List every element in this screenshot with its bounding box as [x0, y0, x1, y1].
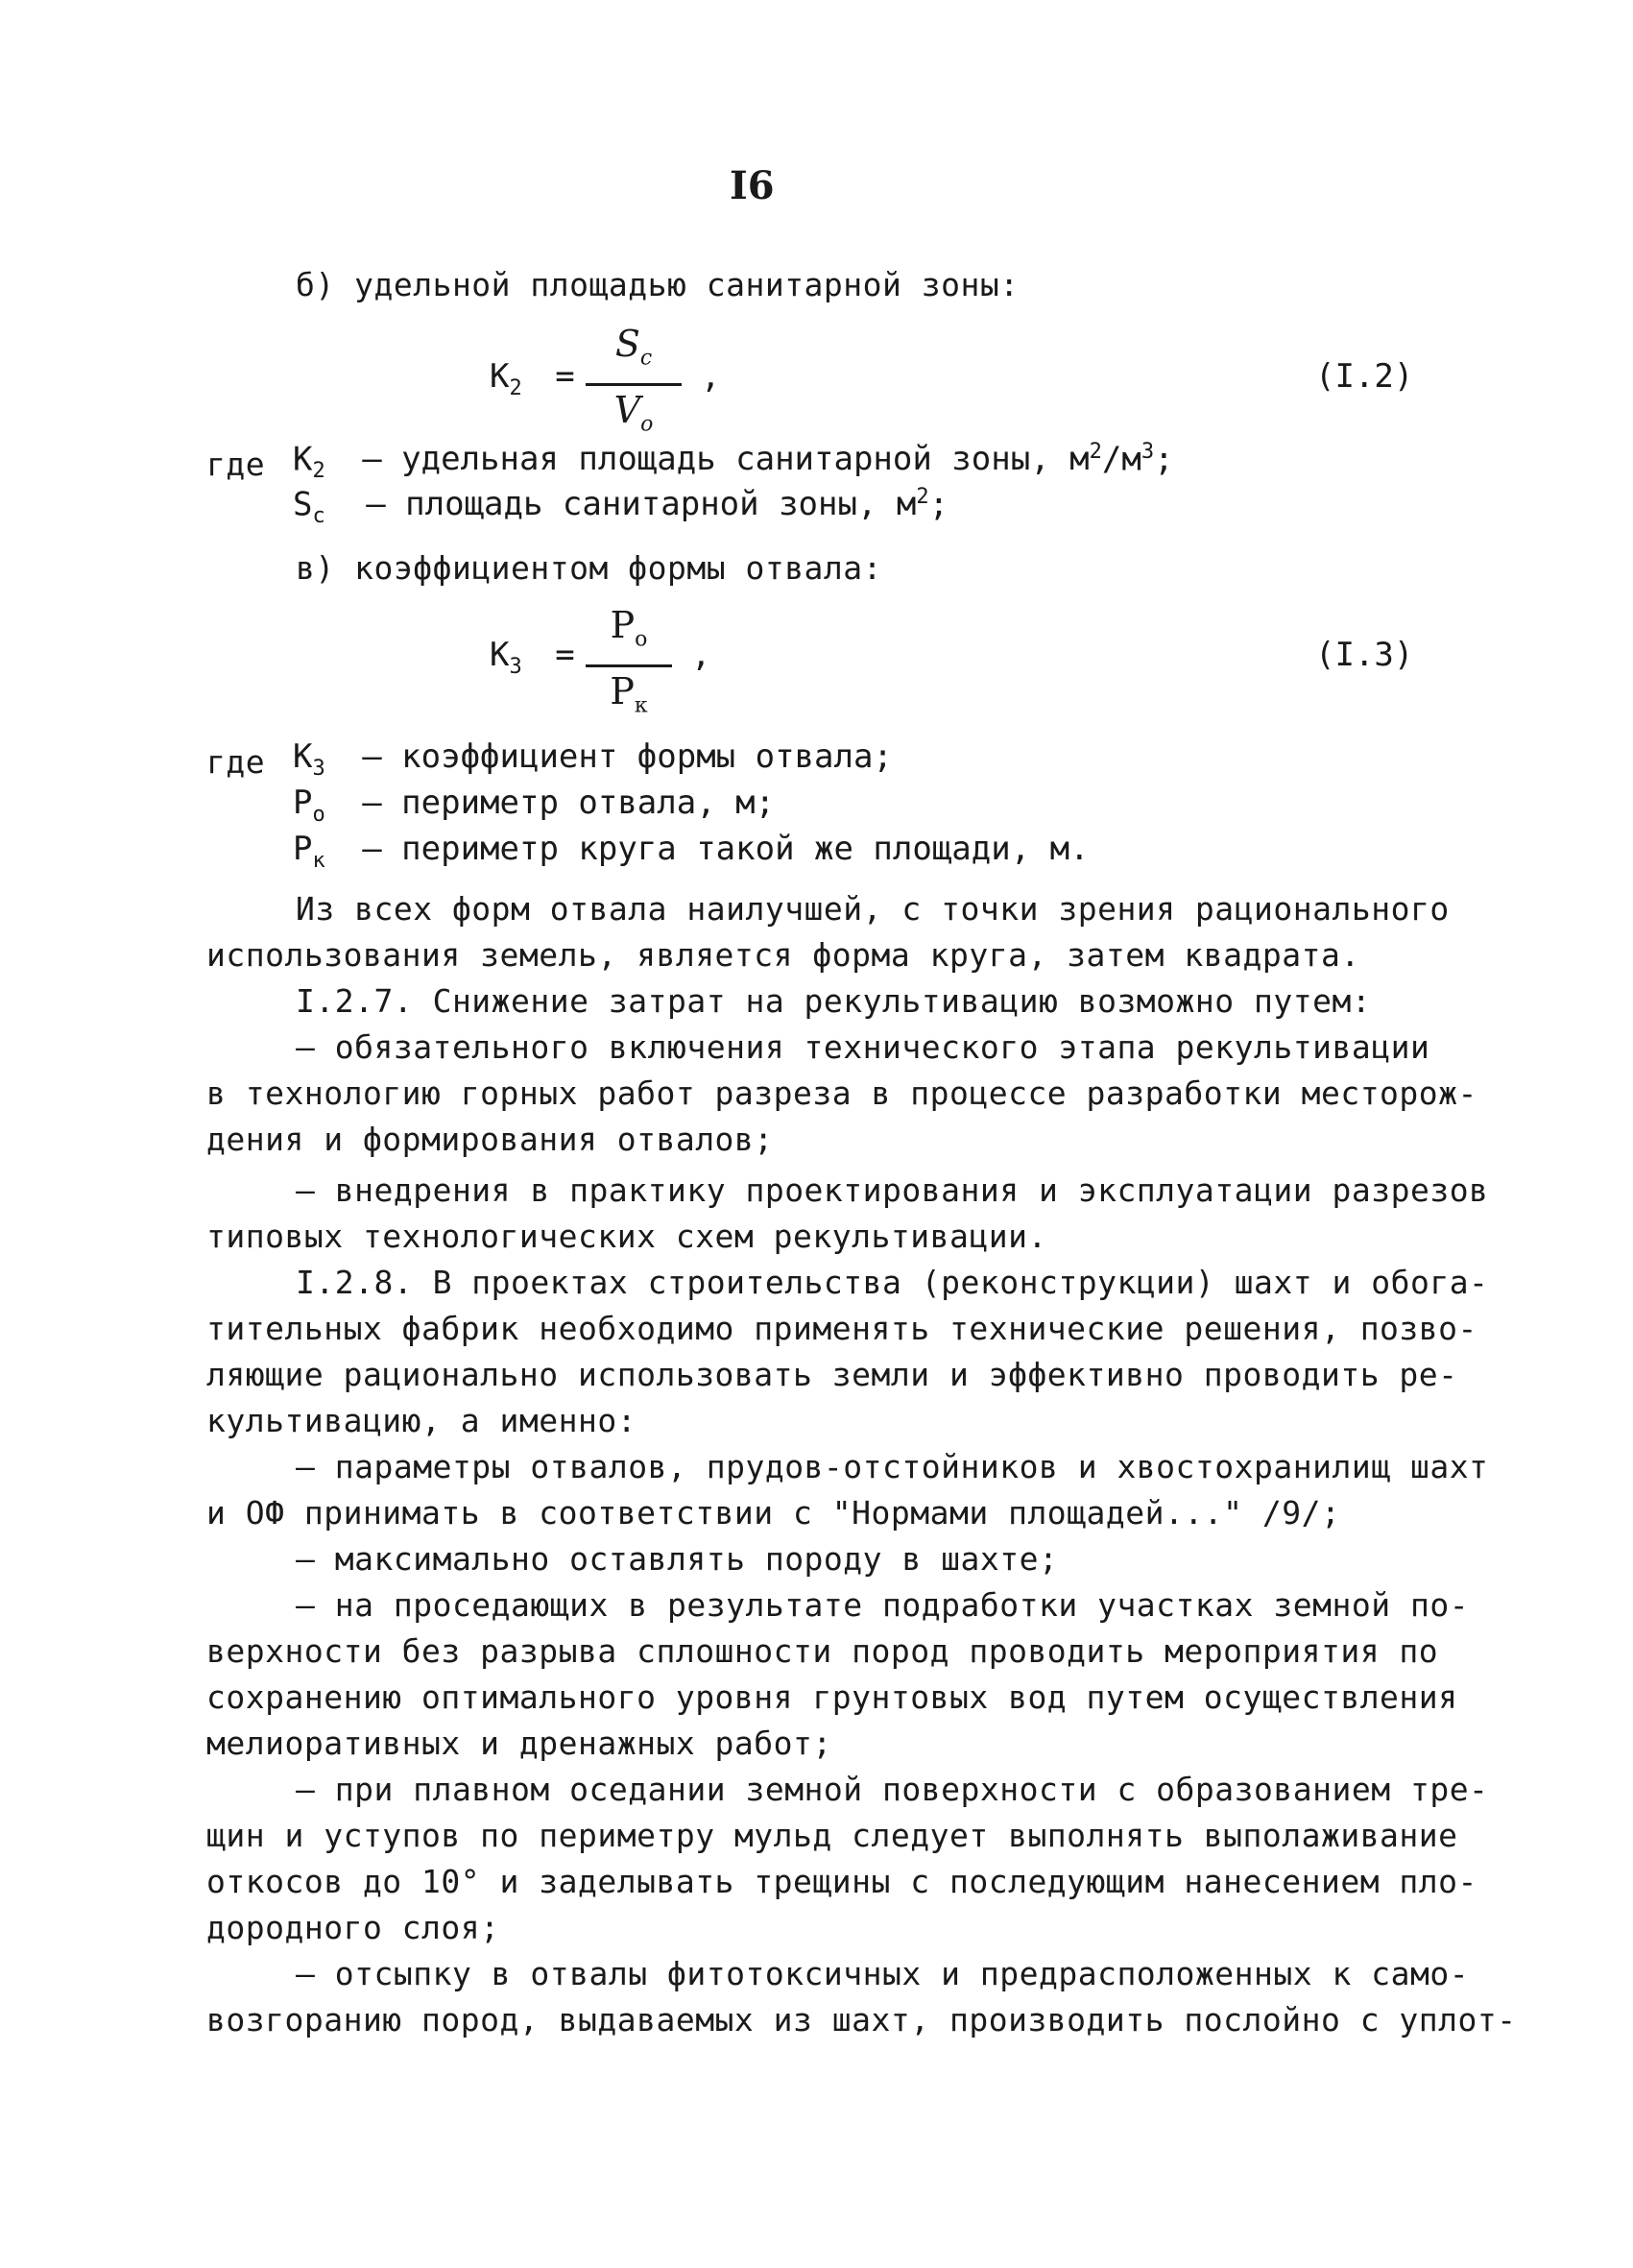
where-1-row-2: $S_c$ – площадь санитарной зоны, $м^2$;	[293, 485, 949, 529]
formula-1-number: (I.2)	[1315, 357, 1414, 396]
formula-2-numerator: $P_o$	[610, 604, 648, 652]
formula-1-fraction	[586, 322, 682, 446]
where-1-label: где	[206, 446, 266, 483]
where-1-row-1: $K_2$ – удельная площадь санитарной зоны, $м^2/м^3$;	[293, 440, 1174, 484]
body-line: в технологию горных работ разреза в процессе разработки месторож-	[206, 1074, 1477, 1112]
body-line: и ОФ принимать в соответствии с "Нормами площадей..." /9/;	[206, 1494, 1341, 1532]
body-line: сохранению оптимального уровня грунтовых вод путем осуществления	[206, 1678, 1458, 1716]
body-line: ляющие рационально использовать земли и эффективно проводить ре-	[206, 1356, 1458, 1393]
body-line: щин и уступов по периметру мульд следует выполнять выполаживание	[206, 1817, 1458, 1854]
body-line: тительных фабрик необходимо применять технические решения, позво-	[206, 1310, 1477, 1347]
body-line: – при плавном оседании земной поверхности с образованием тре-	[296, 1771, 1489, 1808]
body-line: дения и формирования отвалов;	[206, 1121, 774, 1158]
body-line: Из всех форм отвала наилучшей, с точки зрения рационального	[296, 890, 1450, 928]
where-2-label: где	[206, 743, 266, 781]
formula-2-comma: ,	[691, 636, 711, 674]
body-line: I.2.8. В проектах строительства (реконструкции) шахт и обога-	[296, 1264, 1489, 1301]
body-line: возгоранию пород, выдаваемых из шахт, производить послойно с уплот-	[206, 2001, 1517, 2039]
where-2-row-1: $K_3$ – коэффициент формы отвала;	[293, 737, 893, 781]
fraction-bar	[586, 383, 682, 386]
item-v-text: в) коэффициентом формы отвала:	[296, 549, 883, 587]
formula-2-fraction	[586, 603, 672, 728]
formula-1-lhs: $K_2$ =	[490, 357, 575, 400]
formula-2-lhs: $K_3$ =	[490, 636, 575, 679]
body-line: мелиоративных и дренажных работ;	[206, 1725, 832, 1762]
body-line: – на проседающих в результате подработки участках земной по-	[296, 1586, 1470, 1624]
body-line: культивацию, а именно:	[206, 1402, 637, 1439]
body-line: верхности без разрыва сплошности пород проводить мероприятия по	[206, 1632, 1439, 1670]
body-line: – внедрения в практику проектирования и эксплуатации разрезов	[296, 1171, 1489, 1209]
formula-2-denominator: $P_к$	[610, 669, 648, 718]
fraction-bar	[586, 664, 672, 667]
where-2-row-3: $P_к$ – периметр круга такой же площади, м.	[293, 830, 1090, 873]
body-line: – параметры отвалов, прудов-отстойников и хвостохранилищ шахт	[296, 1448, 1489, 1485]
page-number: I6	[730, 163, 775, 208]
body-line: использования земель, является форма круга, затем квадрата.	[206, 936, 1360, 974]
body-line: – отсыпку в отвалы фитотоксичных и предрасположенных к само-	[296, 1955, 1470, 1992]
body-line: типовых технологических схем рекультивации.	[206, 1218, 1047, 1255]
formula-2-number: (I.3)	[1315, 636, 1414, 674]
body-line: I.2.7. Снижение затрат на рекультивацию возможно путем:	[296, 982, 1372, 1020]
body-line: откосов до 10° и заделывать трещины с последующим нанесением пло-	[206, 1863, 1477, 1900]
body-line: – максимально оставлять породу в шахте;	[296, 1540, 1059, 1578]
item-b-text: б) удельной площадью санитарной зоны:	[296, 266, 1020, 303]
formula-1-denominator: $V_o$	[613, 388, 654, 437]
body-line: – обязательного включения технического этапа рекультивации	[296, 1028, 1430, 1066]
body-line: дородного слоя;	[206, 1909, 500, 1946]
formula-1-comma: ,	[701, 357, 721, 396]
where-2-row-2: $P_o$ – периметр отвала, м;	[293, 784, 776, 827]
formula-1-numerator: $S_c$	[614, 323, 653, 371]
